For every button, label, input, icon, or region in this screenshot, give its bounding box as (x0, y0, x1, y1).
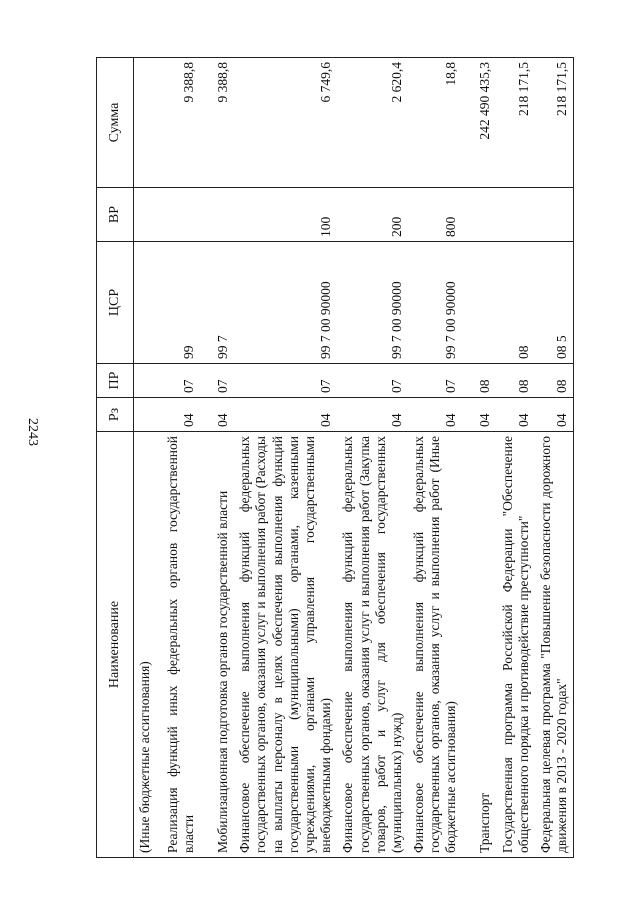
table-row (134, 58, 157, 858)
row-sum: 218 171,5 (535, 58, 574, 188)
row-csr: 99 7 00 90000 (408, 242, 463, 364)
row-csr: 99 7 00 90000 (337, 242, 408, 364)
row-sum: 218 171,5 (497, 58, 535, 188)
row-csr: 08 (497, 242, 535, 364)
row-pr: 07 (156, 364, 200, 398)
table-row (200, 58, 234, 858)
header-sum: Сумма (97, 58, 134, 188)
page-number: 2243 (25, 418, 40, 446)
document-frame (96, 58, 570, 858)
row-rz: 04 (497, 398, 535, 432)
header-rz: Рз (97, 398, 134, 432)
table-row (234, 58, 337, 858)
header-name: Наименование (97, 432, 134, 858)
row-csr (463, 242, 497, 364)
row-name: Мобилизационная подготовка органов государственной власти (200, 432, 234, 858)
row-name: Реализация функций иных федеральных органов государственной власти (156, 432, 200, 858)
row-pr: 08 (535, 364, 574, 398)
row-sum: 6 749,6 (234, 58, 337, 188)
row-vr: 800 (408, 188, 463, 242)
row-name: (Иные бюджетные ассигнования) (134, 432, 157, 858)
row-sum: 9 388,8 (200, 58, 234, 188)
table-row (535, 58, 574, 858)
header-vr: ВР (97, 188, 134, 242)
row-pr: 07 (234, 364, 337, 398)
row-csr (134, 242, 157, 364)
row-rz: 04 (234, 398, 337, 432)
row-pr: 07 (408, 364, 463, 398)
table-row (337, 58, 408, 858)
budget-table (96, 57, 574, 858)
row-csr: 99 (156, 242, 200, 364)
header-csr: ЦСР (97, 242, 134, 364)
row-pr: 07 (200, 364, 234, 398)
row-vr (200, 188, 234, 242)
row-vr: 100 (234, 188, 337, 242)
row-vr: 200 (337, 188, 408, 242)
table-header-row (97, 58, 134, 858)
row-sum: 18,8 (408, 58, 463, 188)
row-rz: 04 (156, 398, 200, 432)
row-csr: 99 7 (200, 242, 234, 364)
row-rz (134, 398, 157, 432)
row-vr (134, 188, 157, 242)
row-rz: 04 (535, 398, 574, 432)
row-pr: 08 (463, 364, 497, 398)
header-pr: ПР (97, 364, 134, 398)
row-name: Транспорт (463, 432, 497, 858)
row-name: Государственная программа Российской Федерации "Обеспечение общественного порядка и противодействие преступности" (497, 432, 535, 858)
row-pr: 08 (497, 364, 535, 398)
table-row (463, 58, 497, 858)
row-vr (463, 188, 497, 242)
row-rz: 04 (408, 398, 463, 432)
row-sum (134, 58, 157, 188)
row-name: Финансовое обеспечение выполнения функций федеральных государственных органов, оказания услуг и выполнения работ (Иные бюджетные ассигнования) (408, 432, 463, 858)
row-sum: 242 490 435,3 (463, 58, 497, 188)
row-sum: 9 388,8 (156, 58, 200, 188)
row-sum: 2 620,4 (337, 58, 408, 188)
row-name: Федеральная целевая программа "Повышение безопасности дорожного движения в 2013 - 2020 годах" (535, 432, 574, 858)
table-row (408, 58, 463, 858)
row-name: Финансовое обеспечение выполнения функций федеральных государственных органов, оказания услуг и выполнения работ (Закупка товаров, работ и услуг для обеспечения государственных (муниципальных) нужд) (337, 432, 408, 858)
row-rz: 04 (463, 398, 497, 432)
row-rz: 04 (337, 398, 408, 432)
row-pr: 07 (337, 364, 408, 398)
row-rz: 04 (200, 398, 234, 432)
row-name: Финансовое обеспечение выполнения функций федеральных государственных органов, оказания услуг и выполнения работ (Расходы на выплаты персоналу в целях обеспечения выполнения функций государственными (муниципальными) органами, казенными учреждениями, органами управления государственными внебюджетными фондами) (234, 432, 337, 858)
table-row (156, 58, 200, 858)
row-vr (497, 188, 535, 242)
row-vr (535, 188, 574, 242)
table-row (497, 58, 535, 858)
row-csr: 99 7 00 90000 (234, 242, 337, 364)
row-vr (156, 188, 200, 242)
row-csr: 08 5 (535, 242, 574, 364)
row-pr (134, 364, 157, 398)
